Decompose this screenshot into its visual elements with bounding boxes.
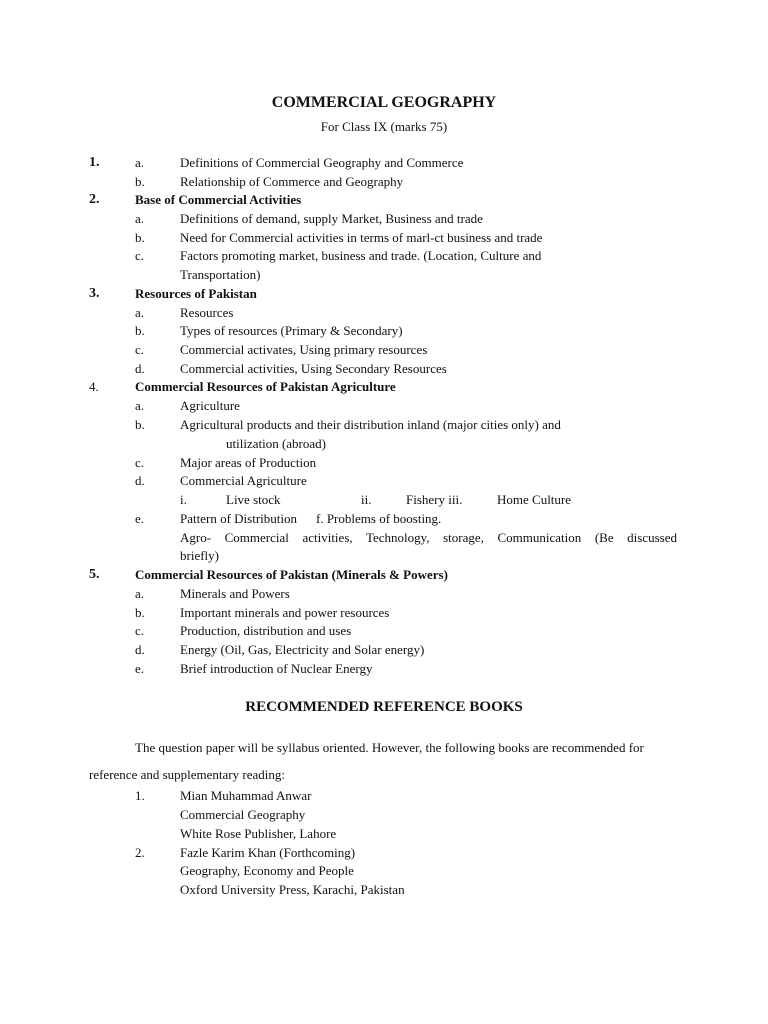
section-4-item-b-continuation: utilization (abroad)	[226, 436, 326, 451]
section-3-item-b-letter: b.	[135, 323, 145, 338]
book-2-number: 2.	[135, 845, 145, 860]
section-5-item-d-letter: d.	[135, 642, 145, 657]
section-1-item-a-letter: a.	[135, 155, 145, 170]
section-5-item-b-text: Important minerals and power resources	[180, 605, 390, 620]
subitem-ii-label: ii.	[361, 492, 372, 507]
section-2-heading: Base of Commercial Activities	[135, 192, 302, 207]
section-4-item-f-text: f. Problems of boosting.	[316, 511, 442, 526]
section-3-item-a-text: Resources	[180, 305, 234, 320]
section-2-item-a-letter: a.	[135, 211, 145, 226]
section-4-item-a-letter: a.	[135, 398, 145, 413]
section-5-item-a-text: Minerals and Powers	[180, 586, 290, 601]
section-3-item-a-letter: a.	[135, 305, 145, 320]
section-5-item-b-letter: b.	[135, 605, 145, 620]
section-1-number: 1.	[89, 155, 100, 170]
subitem-i-text: Live stock	[226, 492, 281, 507]
section-3-item-c-letter: c.	[135, 342, 145, 357]
page-title: COMMERCIAL GEOGRAPHY	[271, 94, 497, 111]
section-5-item-c-letter: c.	[135, 623, 145, 638]
book-1-author: Mian Muhammad Anwar	[180, 788, 312, 803]
books-intro-line-2: reference and supplementary reading:	[89, 767, 285, 782]
section-2-item-b-text: Need for Commercial activities in terms of marl-ct business and trade	[180, 230, 543, 245]
section-1-item-a-text: Definitions of Commercial Geography and Commerce	[180, 155, 464, 170]
book-2-publisher: Oxford University Press, Karachi, Pakistan	[180, 882, 405, 897]
section-4-item-a-text: Agriculture	[180, 398, 240, 413]
section-5-item-e-letter: e.	[135, 661, 145, 676]
section-2-item-c-text: Factors promoting market, business and trade. (Location, Culture and	[180, 248, 542, 263]
section-3-item-d-letter: d.	[135, 361, 145, 376]
section-4-item-c-letter: c.	[135, 455, 145, 470]
section-3-item-c-text: Commercial activates, Using primary resources	[180, 342, 428, 357]
books-intro-line-1: The question paper will be syllabus oriented. However, the following books are recommended for	[135, 740, 644, 755]
page-subtitle: For Class IX (marks 75)	[320, 119, 448, 134]
section-2-item-c-letter: c.	[135, 248, 145, 263]
section-3-item-b-text: Types of resources (Primary & Secondary)	[180, 323, 403, 338]
subitem-i-label: i.	[180, 492, 187, 507]
section-4-item-d-letter: d.	[135, 473, 145, 488]
section-4-item-b-text: Agricultural products and their distribution inland (major cities only) and	[180, 417, 561, 432]
subitem-ii-text: Fishery iii.	[406, 492, 463, 507]
section-1-item-b-letter: b.	[135, 174, 145, 189]
section-4-item-e-text: Pattern of Distribution	[180, 511, 297, 526]
section-4-heading: Commercial Resources of Pakistan Agriculture	[135, 379, 396, 394]
section-2-item-b-letter: b.	[135, 230, 145, 245]
section-3-number: 3.	[89, 286, 100, 301]
books-section-title: RECOMMENDED REFERENCE BOOKS	[245, 699, 523, 715]
section-5-heading: Commercial Resources of Pakistan (Minerals & Powers)	[135, 567, 448, 582]
section-4-agro-line-2: briefly)	[180, 548, 219, 563]
section-5-item-d-text: Energy (Oil, Gas, Electricity and Solar energy)	[180, 642, 425, 657]
book-1-number: 1.	[135, 788, 145, 803]
section-5-item-c-text: Production, distribution and uses	[180, 623, 352, 638]
book-1-publisher: White Rose Publisher, Lahore	[180, 826, 337, 841]
section-2-item-a-text: Definitions of demand, supply Market, Business and trade	[180, 211, 483, 226]
section-4-item-b-letter: b.	[135, 417, 145, 432]
section-5-number: 5.	[89, 567, 100, 582]
section-4-number: 4.	[89, 379, 99, 394]
section-4-item-c-text: Major areas of Production	[180, 455, 317, 470]
book-1-title: Commercial Geography	[180, 807, 306, 822]
book-2-title: Geography, Economy and People	[180, 863, 354, 878]
book-2-author: Fazle Karim Khan (Forthcoming)	[180, 845, 356, 860]
section-3-item-d-text: Commercial activities, Using Secondary Resources	[180, 361, 447, 376]
section-2-item-c-continuation: Transportation)	[180, 267, 261, 282]
section-4-agro-line-1: Agro- Commercial activities, Technology, storage, Communication (Be discussed	[180, 530, 677, 545]
section-5-item-a-letter: a.	[135, 586, 145, 601]
subitem-iii-text: Home Culture	[497, 492, 572, 507]
section-3-heading: Resources of Pakistan	[135, 286, 257, 301]
section-2-number: 2.	[89, 192, 100, 207]
section-1-item-b-text: Relationship of Commerce and Geography	[180, 174, 404, 189]
section-4-item-d-text: Commercial Agriculture	[180, 473, 307, 488]
section-5-item-e-text: Brief introduction of Nuclear Energy	[180, 661, 373, 676]
section-4-item-e-letter: e.	[135, 511, 145, 526]
